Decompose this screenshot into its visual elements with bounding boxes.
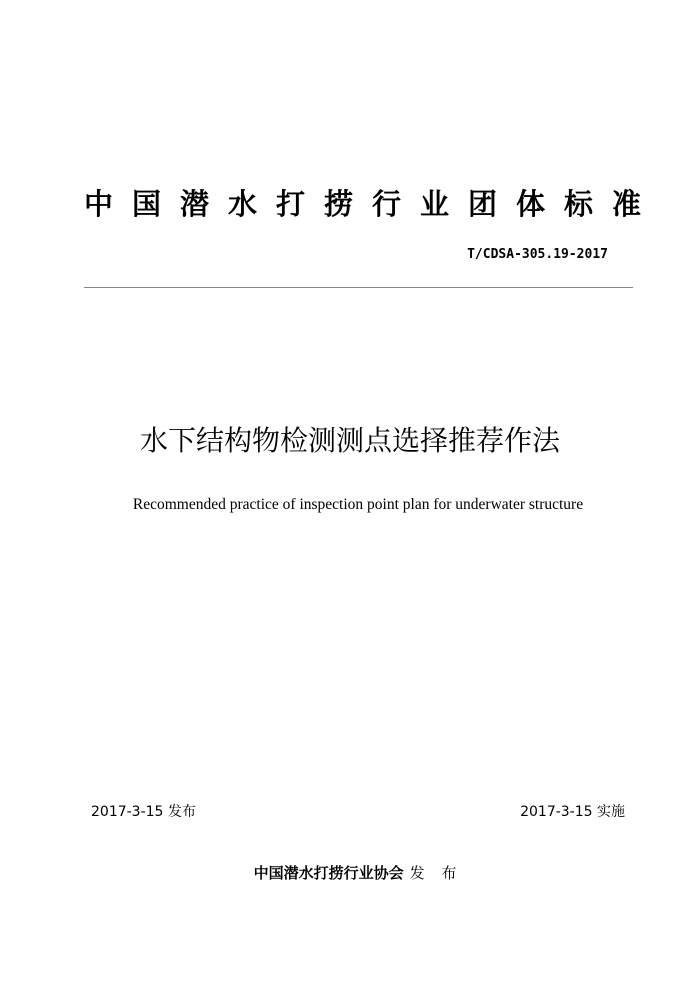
implementation-date: 2017-3-15 实施	[520, 804, 625, 820]
standard-code: T/CDSA-305.19-2017	[467, 247, 608, 262]
issue-date: 2017-3-15 发布	[91, 804, 196, 820]
publisher-action: 发 布	[409, 864, 463, 882]
standard-type-heading: 中国潜水打捞行业团体标准	[84, 187, 661, 221]
header-divider	[84, 287, 633, 288]
document-title-english: Recommended practice of inspection point plan for underwater structure	[132, 496, 584, 513]
publisher-organization: 中国潜水打捞行业协会	[253, 864, 404, 882]
publisher-line	[0, 862, 700, 884]
document-title-chinese: 水下结构物检测测点选择推荐作法	[139, 424, 560, 457]
